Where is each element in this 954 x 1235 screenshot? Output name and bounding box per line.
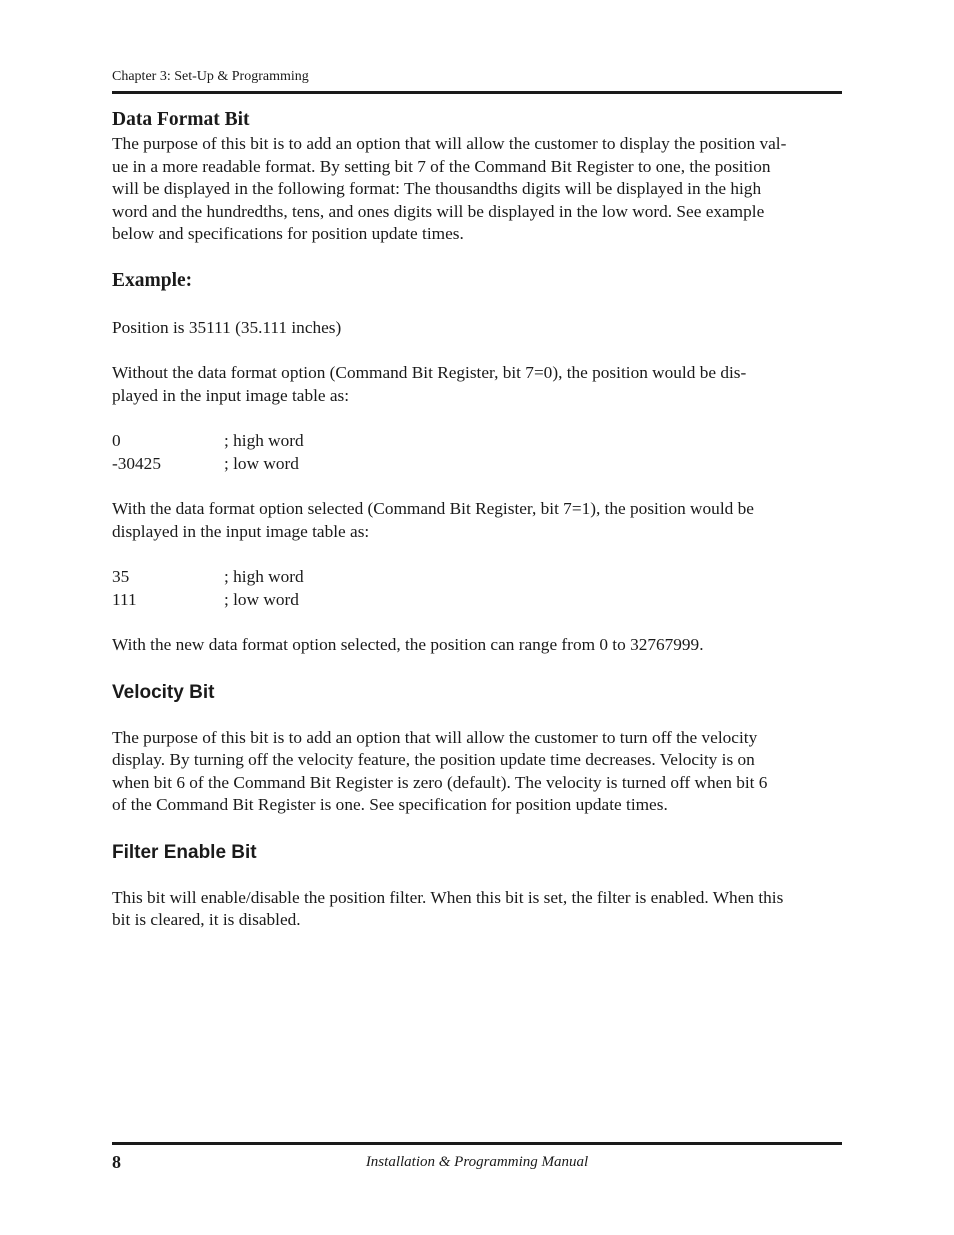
data-format-line: word and the hundredths, tens, and ones digits will be displayed in the low word. See example — [112, 201, 765, 221]
example-position: Position is 35111 (35.111 inches) — [112, 317, 342, 337]
word-label: ; low word — [224, 589, 299, 609]
with-format-values — [112, 566, 842, 611]
without-format-line: Without the data format option (Command Bit Register, bit 7=0), the position would be dis- — [112, 363, 747, 382]
data-format-line: The purpose of this bit is to add an option that will allow the customer to display the position val- — [112, 134, 787, 153]
range-text: With the new data format option selected, the position can range from 0 to 32767999. — [112, 635, 704, 654]
without-format-values — [112, 430, 842, 475]
without-format-text — [112, 362, 842, 407]
word-label: ; low word — [224, 453, 299, 473]
data-format-body — [112, 133, 842, 246]
word-value: 35 — [112, 567, 130, 586]
without-format-line: played in the input image table as: — [112, 385, 350, 405]
with-format-text — [112, 498, 842, 543]
page-footer — [112, 1152, 842, 1176]
word-value: 0 — [112, 431, 121, 450]
with-format-line: With the data format option selected (Command Bit Register, bit 7=1), the position would be — [112, 499, 754, 518]
value-row — [112, 566, 842, 589]
header-rule — [112, 91, 842, 94]
chapter-title: Chapter 3: Set-Up & Programming — [112, 69, 309, 84]
velocity-heading: Velocity Bit — [112, 681, 215, 703]
page-header — [112, 68, 842, 86]
word-label: ; high word — [224, 567, 304, 586]
word-label: ; high word — [224, 431, 304, 450]
velocity-line: The purpose of this bit is to add an option that will allow the customer to turn off the velocity — [112, 727, 758, 747]
filter-heading: Filter Enable Bit — [112, 841, 257, 863]
data-format-heading: Data Format Bit — [112, 109, 250, 130]
data-format-line: below and specifications for position update times. — [112, 224, 464, 243]
velocity-line: when bit 6 of the Command Bit Register is zero (default). The velocity is turned off when bit 6 — [112, 772, 768, 792]
word-value: -30425 — [112, 453, 161, 473]
filter-line: This bit will enable/disable the position filter. When this bit is set, the filter is enabled. When this — [112, 887, 784, 907]
data-format-line: ue in a more readable format. By setting bit 7 of the Command Bit Register to one, the position — [112, 156, 771, 176]
velocity-line: display. By turning off the velocity feature, the position update time decreases. Velocity is on — [112, 750, 755, 769]
filter-line: bit is cleared, it is disabled. — [112, 910, 301, 929]
example-heading: Example: — [112, 269, 193, 291]
footer-rule — [112, 1142, 842, 1145]
page-number: 8 — [112, 1152, 121, 1172]
page-content — [112, 107, 842, 932]
velocity-body — [112, 727, 842, 817]
value-row — [112, 430, 842, 453]
word-value: 111 — [112, 589, 137, 609]
data-format-line: will be displayed in the following format: The thousandths digits will be displayed in the high — [112, 179, 762, 198]
value-row — [112, 453, 842, 476]
with-format-line: displayed in the input image table as: — [112, 521, 370, 541]
filter-body — [112, 887, 842, 932]
manual-title: Installation & Programming Manual — [365, 1154, 589, 1170]
velocity-line: of the Command Bit Register is one. See specification for position update times. — [112, 795, 668, 814]
value-row — [112, 589, 842, 612]
